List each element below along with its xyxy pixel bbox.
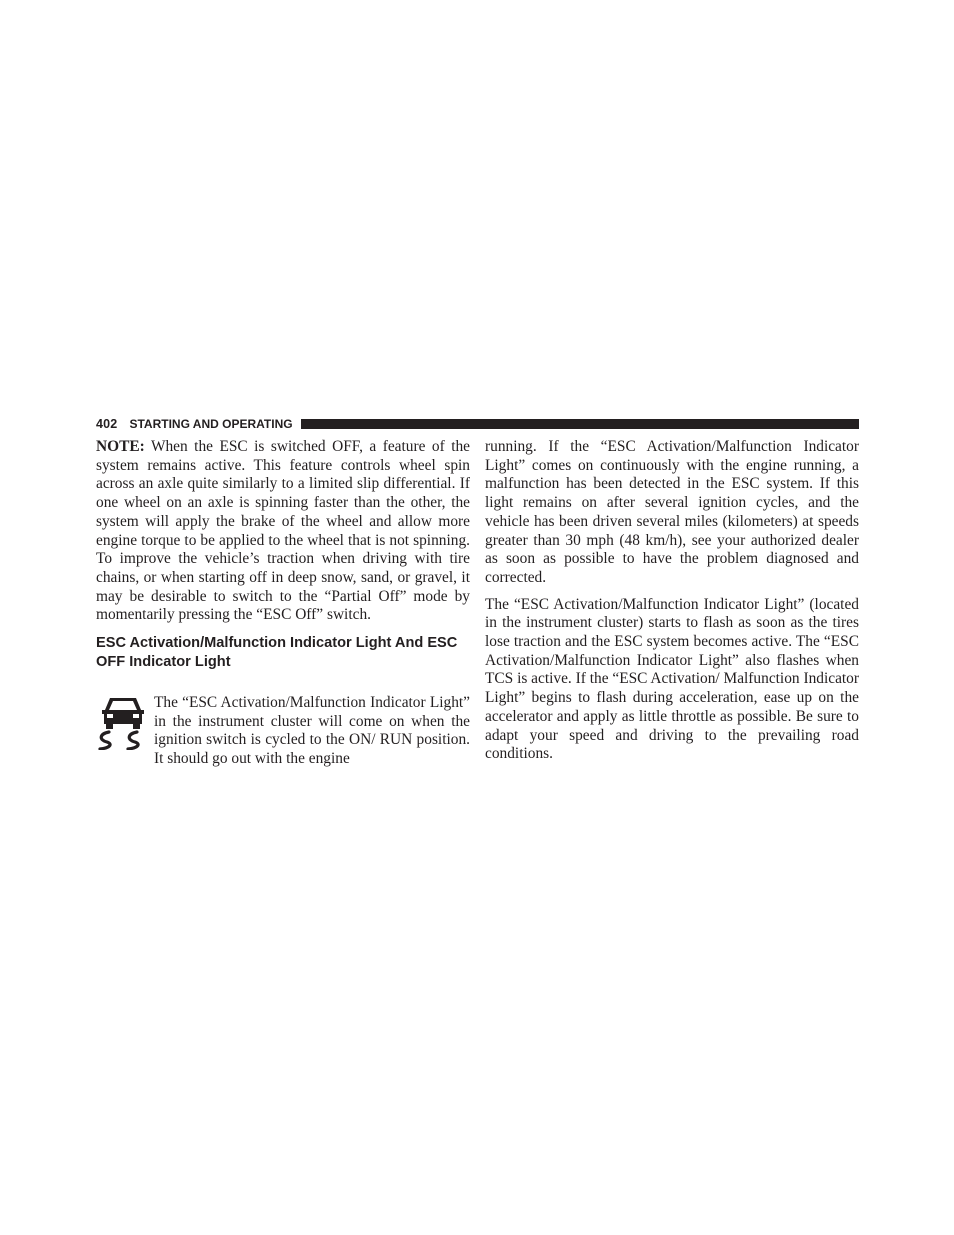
page-number: 402 (96, 417, 118, 431)
esc-skid-car-icon (96, 690, 154, 750)
right-paragraph-1: running. If the “ESC Activation/Malfunction Indicator Light” comes on continuously with the engine running, a malfunction has been detected in the ESC system. If this light remains on after several ignition cycles, and the vehicle has been driven several miles (kilometers) at speeds greater than 30 mph (48 km/h), see your authorized dealer as soon as possible to have the problem diagnosed and corrected. (485, 438, 859, 586)
section-title: STARTING AND OPERATING (129, 417, 293, 431)
right-column (485, 438, 859, 772)
note-label: NOTE: (96, 438, 145, 455)
icon-paragraph (96, 694, 470, 777)
note-text: When the ESC is switched OFF, a feature of the system remains active. This feature controls wheel spin across an axle quite similarly to a limited slip differential. If one wheel on an axle is spinning faster than the other, the system will apply the brake of the wheel and allow more engine torque to be applied to the wheel that is not spinning. To improve the vehicle’s traction when driving with tire chains, or when starting off in deep snow, sand, or gravel, it may be desirable to switch to the “Partial Off” mode by momentarily pressing the “ESC Off” switch. (96, 438, 470, 624)
subheading: ESC Activation/Malfunction Indicator Light And ESC OFF Indicator Light (96, 635, 458, 671)
right-paragraph-2: The “ESC Activation/Malfunction Indicator Light” (located in the instrument cluster) starts to flash as soon as the tires lose traction and the ESC system becomes active. The “ESC Activation/Malfunction Indicator Light” also flashes when TCS is active. If the “ESC Activation/ Malfunction Indicator Light” begins to flash during acceleration, ease up on the accelerator and apply as little throttle as possible. Be sure to adapt your speed and driving to the prevailing road conditions. (485, 595, 859, 763)
icon-paragraph-text: The “ESC Activation/Malfunction Indicator Light” in the instrument cluster will come on when the ignition switch is cycled to the ON/ RUN position. It should go out with the engine (154, 694, 470, 768)
left-column (96, 438, 470, 777)
page-header (96, 417, 859, 431)
header-rule (301, 419, 859, 429)
note-paragraph (96, 438, 470, 625)
